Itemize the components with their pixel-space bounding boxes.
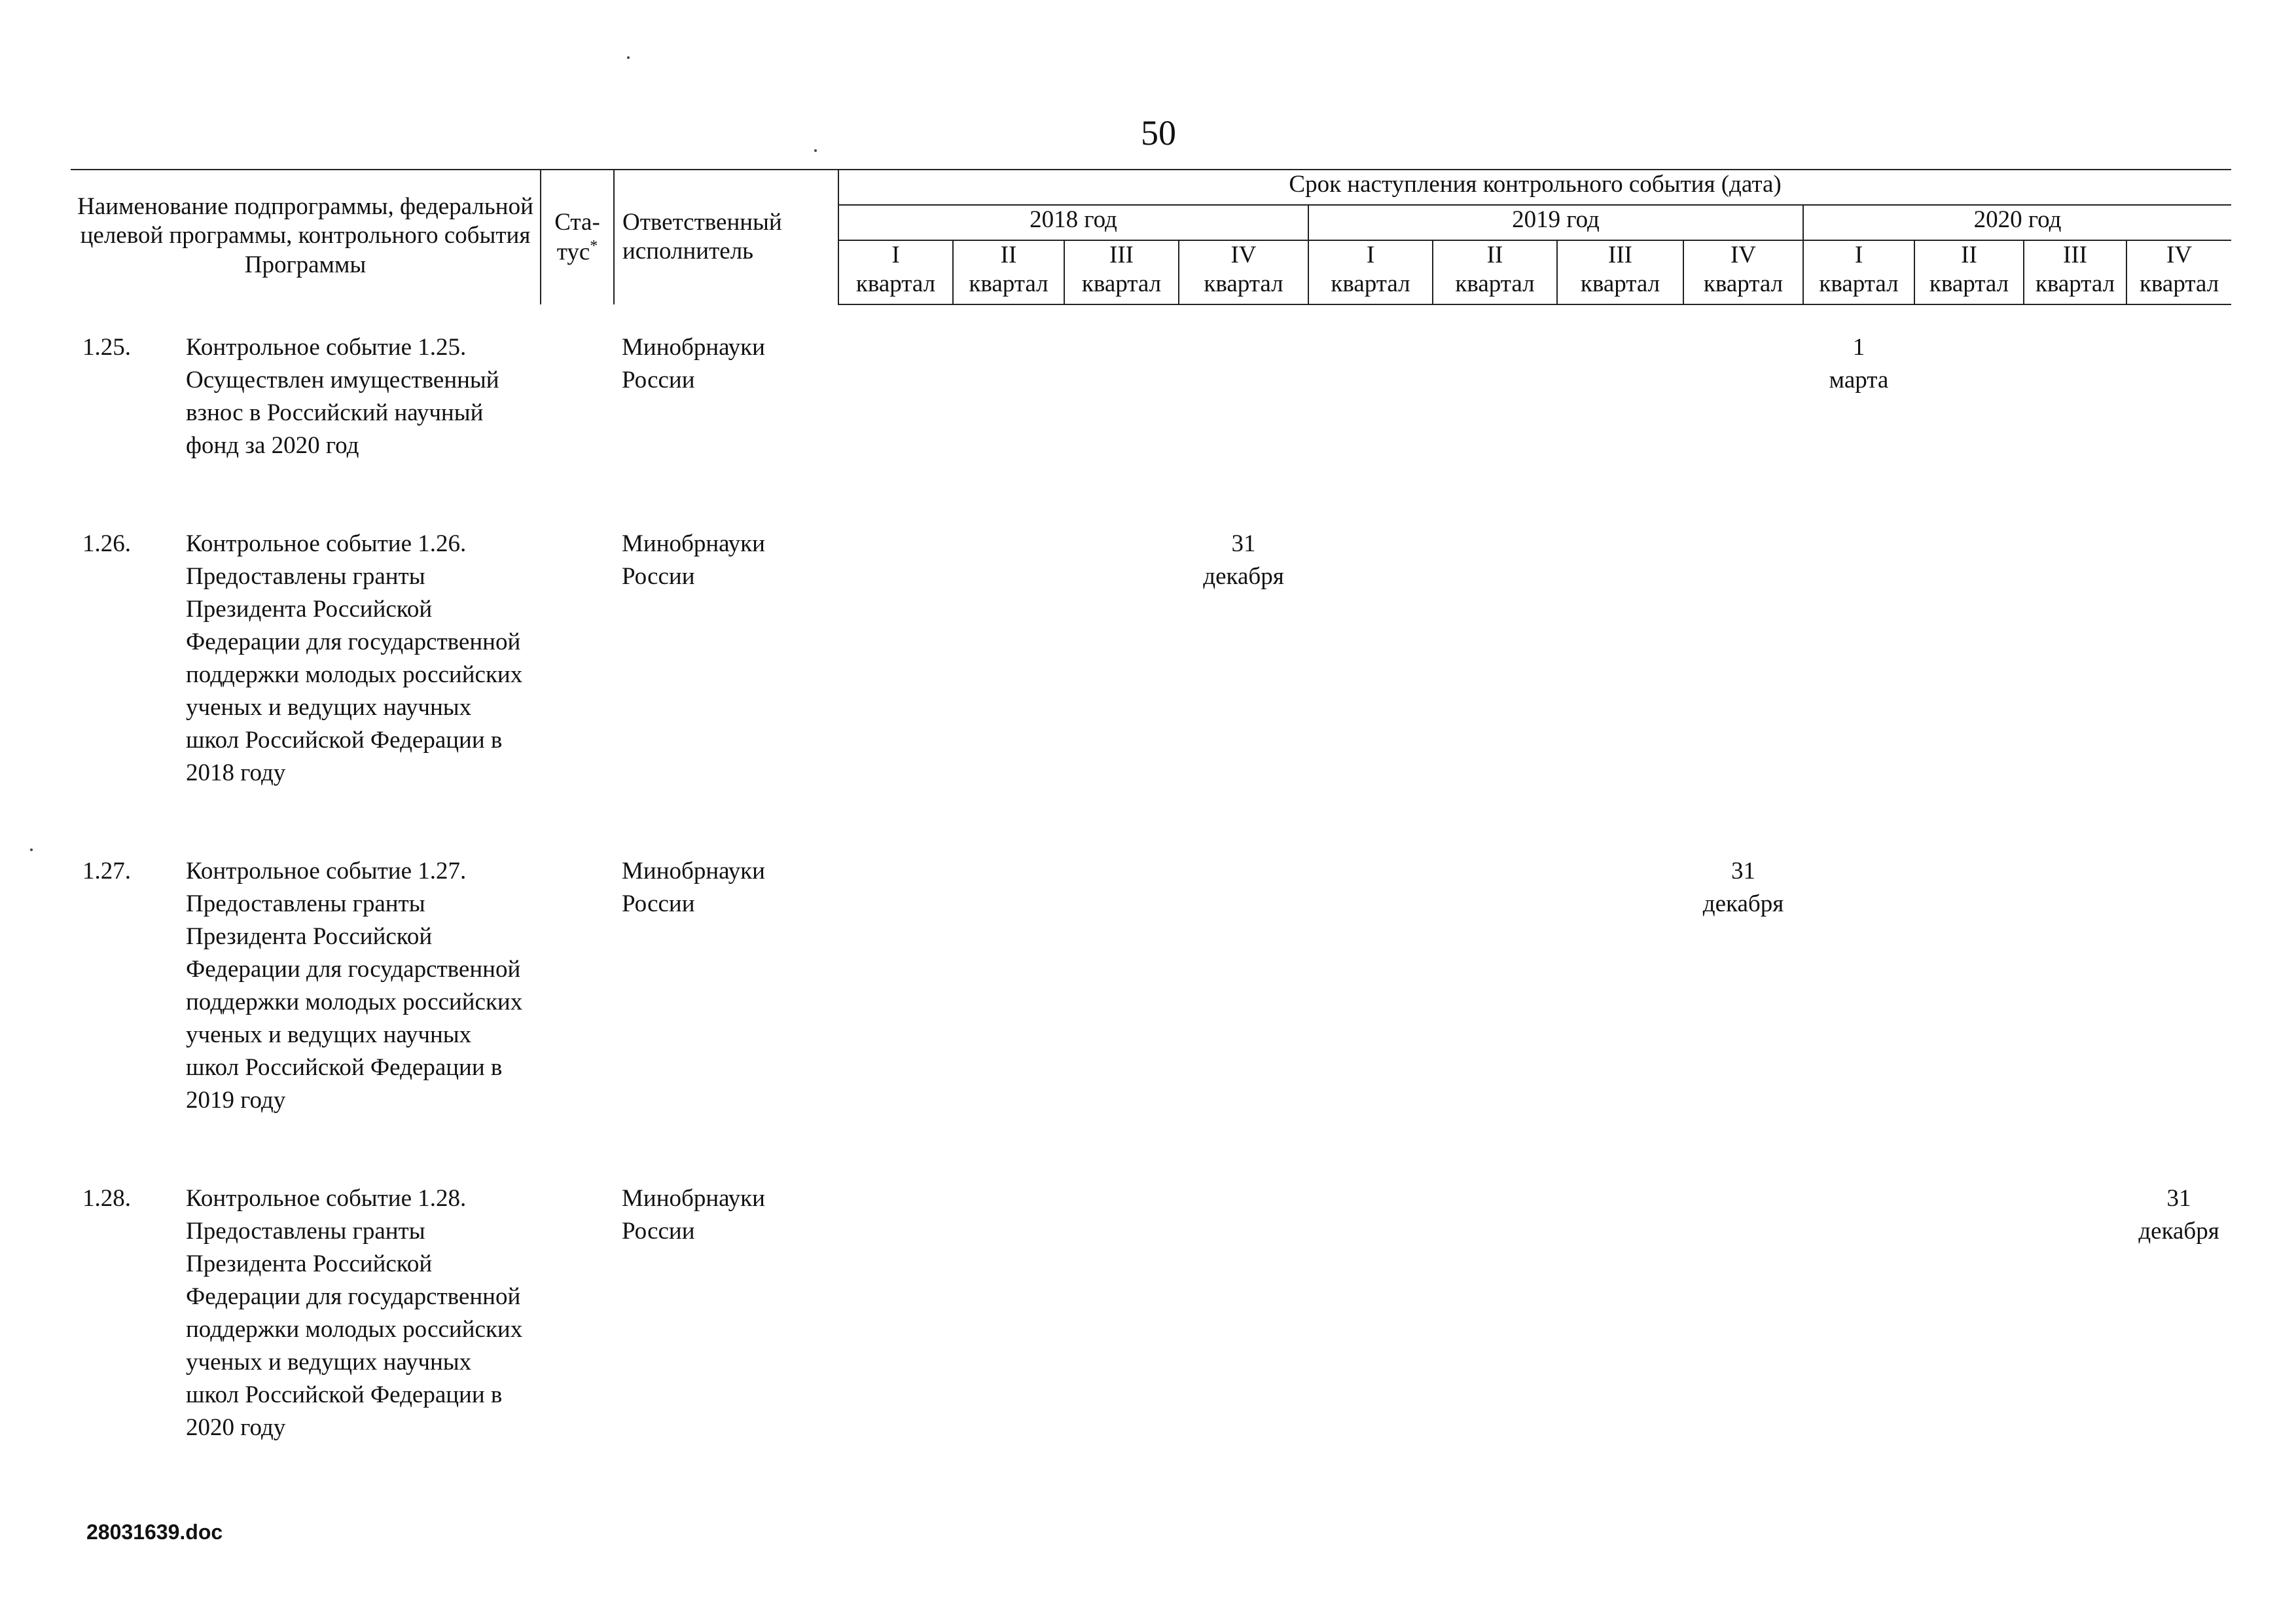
- header-quarter-1: [838, 240, 953, 304]
- quarter-numeral: I: [891, 242, 900, 268]
- quarter-cell: [1683, 331, 1803, 528]
- header-quarter-6: [1433, 240, 1557, 304]
- quarter-cell: [838, 1182, 953, 1510]
- event-status: [541, 528, 614, 855]
- quarter-numeral: IV: [1730, 242, 1757, 268]
- event-title: Контрольное событие 1.25. Осуществлен имущественный взнос в Российский научный фонд за 2020 год: [186, 334, 499, 459]
- event-executor: Минобрнауки России: [622, 1185, 765, 1245]
- date-day: 31: [1231, 530, 1256, 557]
- quarter-word: квартал: [1455, 270, 1535, 298]
- quarter-word: квартал: [969, 270, 1049, 298]
- quarter-cell: [1433, 331, 1557, 528]
- quarter-word: квартал: [1204, 270, 1283, 298]
- table-row: [71, 331, 2231, 528]
- header-row-period: [71, 170, 2231, 205]
- quarter-cell: [1179, 855, 1308, 1182]
- quarter-cell: [953, 528, 1064, 855]
- header-quarter-3: [1064, 240, 1179, 304]
- event-title: Контрольное событие 1.26. Предоставлены гранты Президента Российской Федерации для государственной поддержки молодых российских ученых и ведущих научных школ Российской Федерации в 2018 году: [186, 530, 523, 786]
- quarter-cell: [1914, 331, 2024, 528]
- header-quarter-10: [1914, 240, 2024, 304]
- table-spacer: [71, 304, 2231, 331]
- header-year-2019: 2019 год: [1308, 205, 1803, 240]
- quarter-cell: [2126, 855, 2231, 1182]
- document-code: 28031639.doc: [86, 1520, 223, 1544]
- control-events-table: [71, 169, 2231, 1510]
- quarter-cell: [2126, 1182, 2231, 1510]
- header-quarter-11: [2024, 240, 2126, 304]
- quarter-cell: [1433, 1182, 1557, 1510]
- quarter-cell: [2024, 331, 2126, 528]
- header-executor-column: Ответственный исполнитель: [614, 170, 838, 304]
- quarter-numeral: I: [1854, 242, 1863, 268]
- header-status-column: Ста-тус*: [541, 170, 614, 304]
- quarter-cell: [1433, 855, 1557, 1182]
- header-quarter-5: [1308, 240, 1433, 304]
- quarter-cell: [2126, 528, 2231, 855]
- header-quarter-9: [1803, 240, 1914, 304]
- quarter-cell: [1803, 1182, 1914, 1510]
- quarter-word: квартал: [1703, 270, 1784, 298]
- quarter-cell: [1308, 1182, 1433, 1510]
- event-cell: [71, 528, 541, 855]
- quarter-cell: [1308, 528, 1433, 855]
- quarter-cell: [1308, 331, 1433, 528]
- event-title: Контрольное событие 1.28. Предоставлены гранты Президента Российской Федерации для государственной поддержки молодых российских ученых и ведущих научных школ Российской Федерации в 2020 году: [186, 1185, 523, 1441]
- event-number: 1.26.: [82, 530, 131, 557]
- quarter-cell: [1683, 855, 1803, 1182]
- header-period: Срок наступления контрольного события (дата): [838, 170, 2231, 205]
- event-status: [541, 1182, 614, 1510]
- header-quarter-2: [953, 240, 1064, 304]
- quarter-cell: [1179, 528, 1308, 855]
- quarter-cell: [2024, 855, 2126, 1182]
- event-executor: Минобрнауки России: [622, 334, 765, 393]
- quarter-numeral: IV: [2166, 242, 2193, 268]
- quarter-cell: [1557, 855, 1683, 1182]
- quarter-numeral: II: [1486, 242, 1503, 268]
- quarter-cell: [1064, 1182, 1179, 1510]
- header-quarter-8: [1683, 240, 1803, 304]
- quarter-cell: [838, 855, 953, 1182]
- date-month: декабря: [1203, 563, 1284, 590]
- quarter-cell: [2024, 1182, 2126, 1510]
- event-cell: [71, 855, 541, 1182]
- header-quarter-12: [2126, 240, 2231, 304]
- quarter-cell: [1803, 855, 1914, 1182]
- quarter-cell: [1064, 331, 1179, 528]
- header-name-column: Наименование подпрограммы, федеральной целевой программы, контрольного события Программы: [71, 170, 541, 304]
- header-year-2020: 2020 год: [1803, 205, 2231, 240]
- table-row: [71, 528, 2231, 855]
- quarter-cell: [1914, 528, 2024, 855]
- quarter-numeral: III: [2063, 242, 2087, 268]
- page-number: 50: [1141, 113, 1176, 153]
- event-cell: [71, 1182, 541, 1510]
- quarter-cell: [1179, 331, 1308, 528]
- quarter-cell: [838, 528, 953, 855]
- quarter-word: квартал: [1929, 270, 2009, 298]
- quarter-cell: [1683, 528, 1803, 855]
- header-quarter-7: [1557, 240, 1683, 304]
- quarter-numeral: II: [1000, 242, 1017, 268]
- scan-speck: [814, 149, 817, 152]
- date-day: 1: [1852, 334, 1865, 361]
- event-status: [541, 331, 614, 528]
- quarter-cell: [1557, 1182, 1683, 1510]
- quarter-cell: [1308, 855, 1433, 1182]
- event-number: 1.28.: [82, 1185, 131, 1212]
- event-cell: [71, 331, 541, 528]
- quarter-numeral: IV: [1230, 242, 1257, 268]
- quarter-word: квартал: [1331, 270, 1410, 298]
- quarter-word: квартал: [855, 270, 936, 298]
- date-month: декабря: [1702, 890, 1784, 917]
- quarter-numeral: III: [1109, 242, 1134, 268]
- quarter-numeral: I: [1366, 242, 1375, 268]
- quarter-cell: [838, 331, 953, 528]
- quarter-word: квартал: [1580, 270, 1660, 298]
- quarter-cell: [2126, 331, 2231, 528]
- quarter-cell: [953, 855, 1064, 1182]
- table-row: [71, 855, 2231, 1182]
- event-executor: Минобрнауки России: [622, 530, 765, 590]
- quarter-cell: [1064, 528, 1179, 855]
- quarter-cell: [2024, 528, 2126, 855]
- status-footnote-mark: *: [590, 238, 598, 255]
- quarter-cell: [1683, 1182, 1803, 1510]
- quarter-word: квартал: [2035, 270, 2115, 298]
- date-month: марта: [1829, 367, 1889, 393]
- event-title: Контрольное событие 1.27. Предоставлены гранты Президента Российской Федерации для государственной поддержки молодых российских ученых и ведущих научных школ Российской Федерации в 2019 году: [186, 858, 523, 1114]
- quarter-cell: [1914, 1182, 2024, 1510]
- event-status: [541, 855, 614, 1182]
- quarter-word: квартал: [1081, 270, 1162, 298]
- quarter-cell: [1557, 331, 1683, 528]
- event-executor: Минобрнауки России: [622, 858, 765, 917]
- quarter-cell: [1914, 855, 2024, 1182]
- quarter-cell: [1179, 1182, 1308, 1510]
- quarter-cell: [1433, 528, 1557, 855]
- date-day: 31: [1731, 858, 1755, 884]
- quarter-cell: [953, 331, 1064, 528]
- quarter-cell: [1557, 528, 1683, 855]
- event-number: 1.25.: [82, 334, 131, 361]
- quarter-word: квартал: [2139, 270, 2219, 298]
- table-row: [71, 1182, 2231, 1510]
- header-quarter-4: [1179, 240, 1308, 304]
- quarter-cell: [953, 1182, 1064, 1510]
- quarter-word: квартал: [1819, 270, 1899, 298]
- date-day: 31: [2166, 1185, 2191, 1212]
- scan-speck: [627, 56, 630, 59]
- scan-speck: [30, 848, 33, 851]
- quarter-numeral: III: [1608, 242, 1632, 268]
- quarter-numeral: II: [1961, 242, 1977, 268]
- events-body: [71, 304, 2231, 1510]
- event-number: 1.27.: [82, 858, 131, 884]
- quarter-cell: [1803, 331, 1914, 528]
- quarter-cell: [1064, 855, 1179, 1182]
- header-year-2018: 2018 год: [838, 205, 1308, 240]
- date-month: декабря: [2138, 1218, 2219, 1245]
- quarter-cell: [1803, 528, 1914, 855]
